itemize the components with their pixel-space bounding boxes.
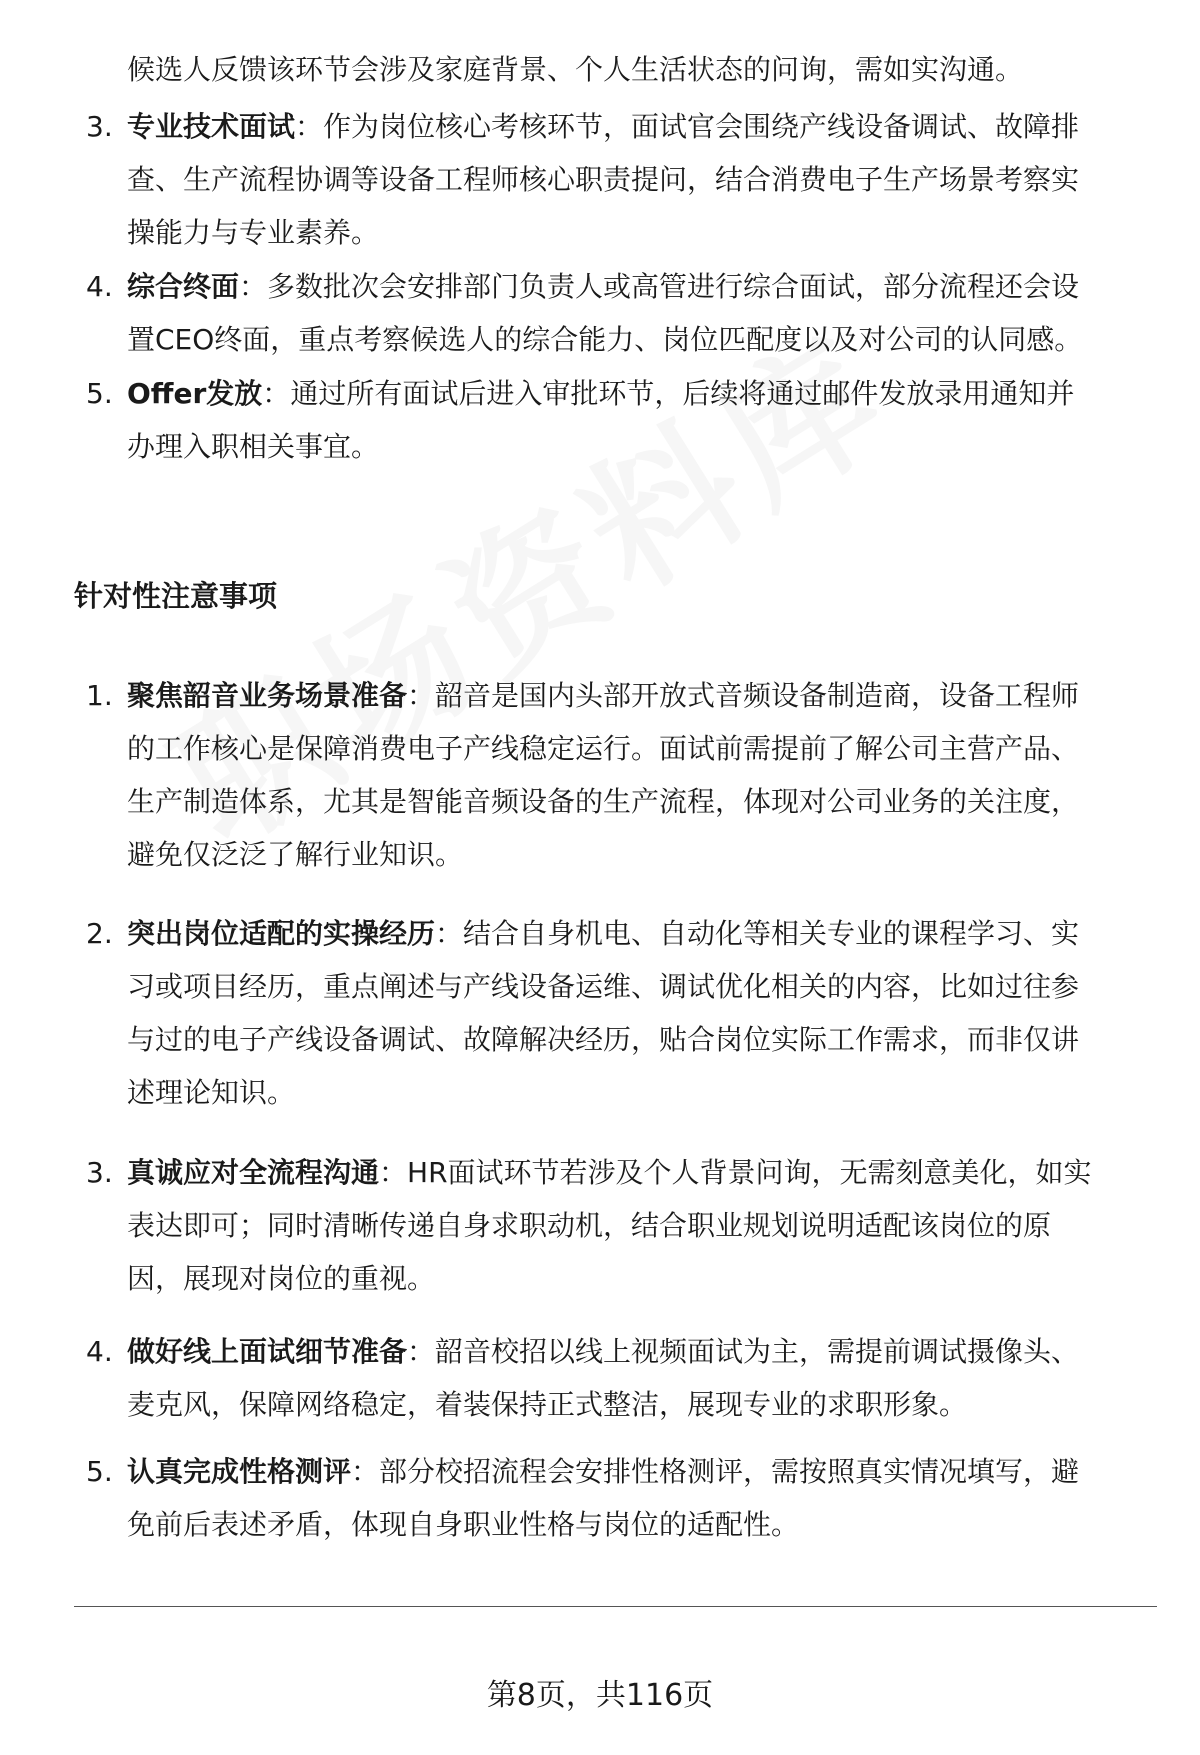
list-item-text: 避免仅泛泛了解行业知识。: [127, 838, 464, 871]
list-item-first-line: [127, 1452, 1079, 1492]
list-item-first-line: [127, 1332, 1079, 1372]
paragraph-continuation: 候选人反馈该环节会涉及家庭背景、个人生活状态的问询，需如实沟通。: [127, 53, 1024, 86]
list-item-text: 的工作核心是保障消费电子产线稳定运行。面试前需提前了解公司主营产品、: [127, 732, 1080, 765]
list-number: 4.: [86, 270, 113, 303]
list-item-text: 与过的电子产线设备调试、故障解决经历，贴合岗位实际工作需求，而非仅讲: [127, 1023, 1080, 1056]
list-item-text: 部分校招流程会安排性格测评，需按照真实情况填写，避: [379, 1455, 1080, 1488]
footer-divider: [74, 1606, 1157, 1607]
list-item-separator: ：: [407, 679, 436, 712]
list-item-first-line: [127, 267, 1079, 307]
list-number: 5.: [86, 377, 113, 410]
list-item-title: Offer发放: [127, 377, 263, 410]
list-item-text: 查、生产流程协调等设备工程师核心职责提问，结合消费电子生产场景考察实: [127, 163, 1080, 196]
list-item-separator: ：: [351, 1455, 380, 1488]
list-item-text: 结合自身机电、自动化等相关专业的课程学习、实: [463, 917, 1080, 950]
list-item-first-line: [127, 914, 1079, 954]
list-number: 3.: [86, 1156, 113, 1189]
list-item-text: 办理入职相关事宜。: [127, 430, 380, 463]
list-number: 5.: [86, 1455, 113, 1488]
list-item-text: 多数批次会安排部门负责人或高管进行综合面试，部分流程还会设: [267, 270, 1080, 303]
list-item-first-line: [127, 676, 1079, 716]
list-item-text: 述理论知识。: [127, 1076, 296, 1109]
list-item-separator: ：: [435, 917, 464, 950]
list-item-separator: ：: [239, 270, 268, 303]
list-item-title: 突出岗位适配的实操经历: [127, 917, 436, 950]
list-item-text: 麦克风，保障网络稳定，着装保持正式整洁，展现专业的求职形象。: [127, 1388, 968, 1421]
list-item-text: 作为岗位核心考核环节，面试官会围绕产线设备调试、故障排: [323, 110, 1080, 143]
list-item-text: 免前后表述矛盾，体现自身职业性格与岗位的适配性。: [127, 1508, 800, 1541]
list-item-title: 真诚应对全流程沟通: [127, 1156, 380, 1189]
list-item-text: 韶音是国内头部开放式音频设备制造商，设备工程师: [435, 679, 1080, 712]
list-item-separator: ：: [295, 110, 324, 143]
list-item-text: 习或项目经历，重点阐述与产线设备运维、调试优化相关的内容，比如过往参: [127, 970, 1080, 1003]
list-item-title: 做好线上面试细节准备: [127, 1335, 408, 1368]
list-item-text: 韶音校招以线上视频面试为主，需提前调试摄像头、: [435, 1335, 1080, 1368]
list-item-first-line: [127, 107, 1079, 147]
page-number: 第8页，共116页: [486, 1678, 714, 1713]
list-number: 3.: [86, 110, 113, 143]
list-item-title: 专业技术面试: [127, 110, 296, 143]
list-item-title: 认真完成性格测评: [127, 1455, 352, 1488]
list-item-title: 综合终面: [127, 270, 240, 303]
list-item-first-line: [127, 374, 1074, 414]
list-item-text: 操能力与专业素养。: [127, 216, 380, 249]
list-number: 1.: [86, 679, 113, 712]
list-item-text: 生产制造体系，尤其是智能音频设备的生产流程，体现对公司业务的关注度，: [127, 785, 1080, 818]
list-item-separator: ：: [407, 1335, 436, 1368]
list-item-text: 因，展现对岗位的重视。: [127, 1262, 436, 1295]
list-number: 2.: [86, 917, 113, 950]
list-item-text: 通过所有面试后进入审批环节，后续将通过邮件发放录用通知并: [290, 377, 1075, 410]
list-item-first-line: [127, 1153, 1092, 1193]
section-title: 针对性注意事项: [74, 579, 278, 613]
list-item-text: HR面试环节若涉及个人背景问询，无需刻意美化，如实: [407, 1156, 1092, 1189]
list-item-text: 表达即可；同时清晰传递自身求职动机，结合职业规划说明适配该岗位的原: [127, 1209, 1052, 1242]
list-item-title: 聚焦韶音业务场景准备: [127, 679, 408, 712]
list-item-separator: ：: [262, 377, 291, 410]
list-number: 4.: [86, 1335, 113, 1368]
list-item-text: 置CEO终面，重点考察候选人的综合能力、岗位匹配度以及对公司的认同感。: [127, 323, 1083, 356]
list-item-separator: ：: [379, 1156, 408, 1189]
